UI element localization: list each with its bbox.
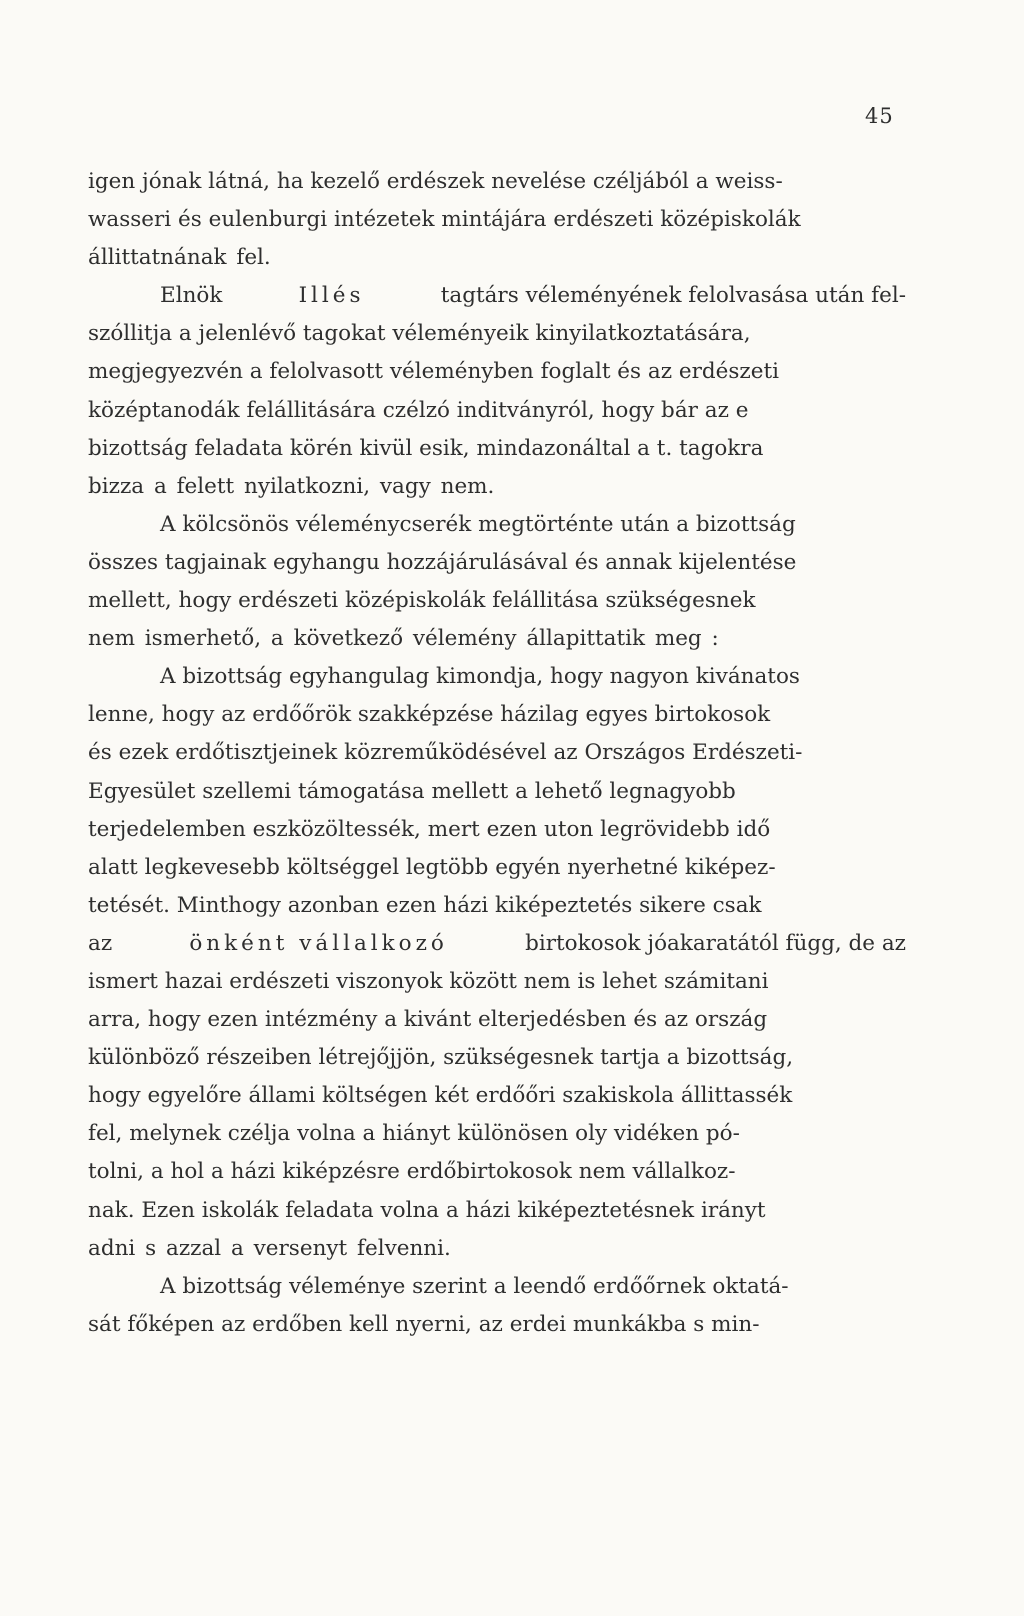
text-word: az [88,930,113,956]
text-line: fel, melynek czélja volna a hiányt különösen oly vidéken pó- [88,1121,740,1147]
text-line: Egyesület szellemi támogatása mellett a lehető legnagyobb [88,778,736,804]
text-line: tolni, a hol a házi kiképzésre erdőbirtokosok nem vállalkoz- [88,1159,736,1185]
text-line: hogy egyelőre állami költségen két erdőőri szakiskola állittassék [88,1083,793,1109]
text-line: arra, hogy ezen intézmény a kivánt elterjedésben és az ország [88,1007,768,1033]
text-line [88,925,906,963]
text-line: mellett, hogy erdészeti középiskolák felállitása szükségesnek [88,588,756,614]
text-fragment: birtokosok jóakaratától függ, de az [525,930,906,956]
text-word: Elnök [160,283,223,309]
text-line: adni s azzal a versenyt felvenni. [88,1235,451,1261]
text-line: A bizottság véleménye szerint a leendő erdőőrnek oktatá- [160,1273,789,1299]
paragraph-4 [88,658,906,1268]
text-line: terjedelemben eszközöltessék, mert ezen uton legrövidebb idő [88,816,771,842]
text-line: összes tagjainak egyhangu hozzájárulásával és annak kijelentése [88,549,797,575]
paragraph-1 [88,163,906,277]
text-line: ismert hazai erdészeti viszonyok között nem is lehet számitani [88,968,769,994]
paragraph-3 [88,506,906,658]
paragraph-2 [88,277,906,506]
text-line: és ezek erdőtisztjeinek közreműködésével az Országos Erdészeti- [88,740,803,766]
text-line: középtanodák felállitására czélzó inditványról, hogy bár az e [88,397,749,423]
text-line: alatt legkevesebb költséggel legtöbb egyén nyerhetné kiképez- [88,854,776,880]
text-line: bizza a felett nyilatkozni, vagy nem. [88,473,495,499]
page-number: 45 [865,104,894,128]
text-line: wasseri és eulenburgi intézetek mintájára erdészeti középiskolák [88,207,801,233]
text-line: különböző részeiben létrejőjjön, szükségesnek tartja a bizottság, [88,1045,794,1071]
text-line: tetését. Minthogy azonban ezen házi kiképeztetés sikere csak [88,892,762,918]
text-line: igen jónak látná, ha kezelő erdészek nevelése czéljából a weiss- [88,169,783,194]
body-text [88,163,906,1344]
text-line: A bizottság egyhangulag kimondja, hogy nagyon kivánatos [160,664,800,690]
text-line: nem ismerhető, a következő vélemény állapittatik meg : [88,626,719,652]
text-line: bizottság feladata körén kivül esik, mindazonáltal a t. tagokra [88,435,764,461]
text-line: A kölcsönös véleménycserék megtörténte után a bizottság [160,511,796,537]
spaced-phrase: önként vállalkozó [189,930,448,956]
text-line: állittatnának fel. [88,245,271,271]
text-line: lenne, hogy az erdőőrök szakképzése házilag egyes birtokosok [88,702,771,728]
text-line: megjegyezvén a felolvasott véleményben foglalt és az erdészeti [88,359,779,385]
text-line: sát főképen az erdőben kell nyerni, az erdei munkákba s min- [88,1311,760,1337]
text-fragment: tagtárs véleményének felolvasása után fel- [440,283,906,309]
paragraph-5 [88,1268,906,1344]
spaced-name: Illés [298,283,365,309]
text-line: nak. Ezen iskolák feladata volna a házi kiképeztetésnek irányt [88,1197,766,1223]
text-line [88,277,906,315]
text-line: szóllitja a jelenlévő tagokat véleményeik kinyilatkoztatására, [88,321,751,347]
